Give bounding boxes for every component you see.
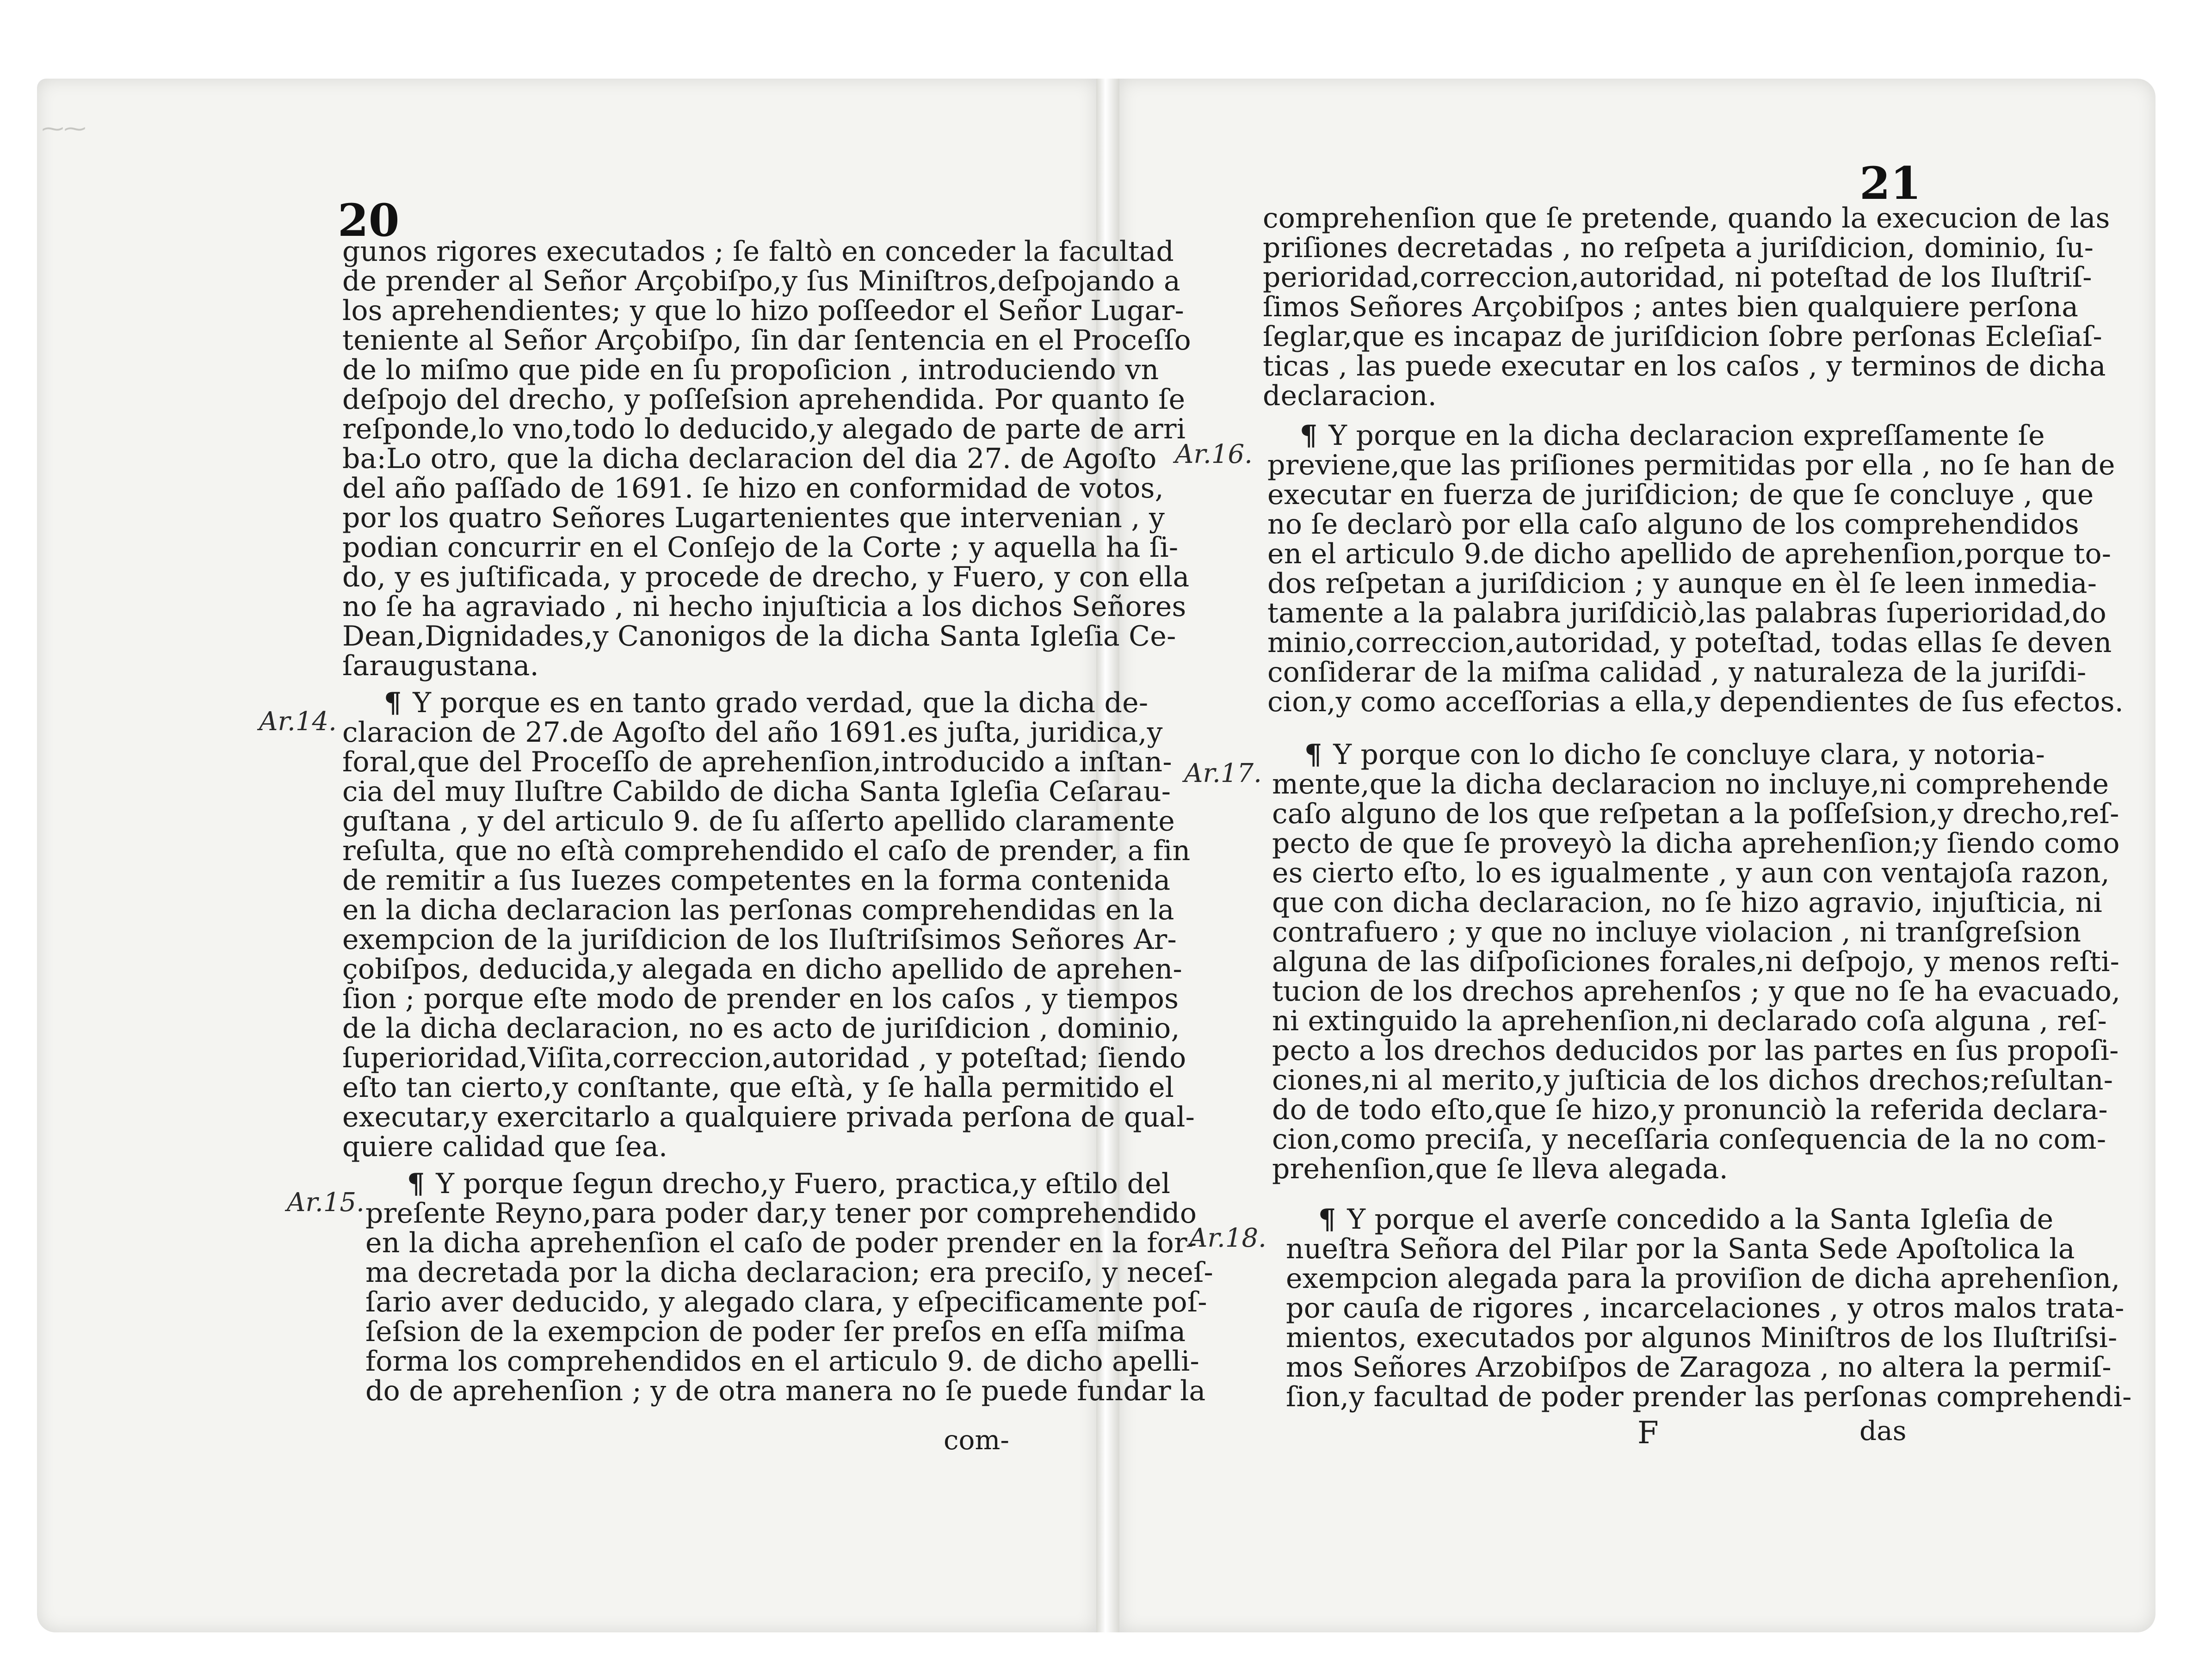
text-line: ſuperioridad,Viſita,correccion,autoridad , y poteſtad; ſiendo — [342, 1042, 1186, 1074]
left-intro-paragraph — [342, 237, 1191, 681]
text-line: do de todo eſto,que ſe hizo,y pronunciò la referida declara- — [1272, 1094, 2108, 1126]
text-line: çobiſpos, deducida,y alegada en dicho apellido de aprehen- — [342, 953, 1183, 985]
text-line: reſponde,lo vno,todo lo deducido,y alegado de parte de arri — [342, 413, 1186, 445]
text-line: comprehenſion que ſe pretende, quando la execucion de las — [1263, 202, 2110, 234]
article-marker-14: Ar.14. — [259, 707, 337, 737]
text-line: ſion ; porque eſte modo de prender en los caſos , y tiempos — [342, 983, 1179, 1015]
article-16-paragraph — [1267, 421, 2124, 717]
text-line: de la dicha declaracion, no es acto de juriſdicion , dominio, — [342, 1012, 1180, 1045]
text-line: en la dicha declaracion las perſonas comprehendidas en la — [342, 894, 1174, 926]
text-line-content: Y porque es en tanto grado verdad, que la dicha de- — [413, 687, 1149, 719]
page-number: 21 — [1859, 157, 1921, 209]
text-line: cia del muy Iluſtre Cabildo de dicha Santa Igleſia Ceſarau- — [342, 775, 1171, 808]
article-marker-18: Ar.18. — [1189, 1223, 1266, 1253]
text-line: caſo alguno de los que reſpetan a la poſſeſsion,y drecho,reſ- — [1272, 798, 2119, 830]
pilcrow-icon: ¶ — [407, 1168, 425, 1200]
pilcrow-icon: ¶ — [1318, 1203, 1336, 1236]
text-line — [365, 1169, 1213, 1199]
pilcrow-icon: ¶ — [1300, 419, 1318, 452]
text-line: cion,y como acceſſorias a ella,y dependientes de ſus efectos. — [1267, 686, 2124, 718]
text-line: ſeglar,que es incapaz de juriſdicion ſobre perſonas Ecleſiaſ- — [1263, 320, 2103, 353]
text-line: foral,que del Proceſſo de aprehenſion,introducido a inſtan- — [342, 746, 1172, 778]
text-line: tamente a la palabra juriſdiciò,las palabras ſuperioridad,do — [1267, 597, 2106, 629]
text-line: conſiderar de la miſma calidad , y naturaleza de la juriſdi- — [1267, 656, 2087, 689]
text-line — [1286, 1205, 2132, 1234]
text-line: ma decretada por la dicha declaracion; era preciſo, y neceſ- — [365, 1256, 1213, 1289]
article-marker-15: Ar.15. — [287, 1188, 364, 1218]
text-line: deſpojo del drecho, y poſſeſsion aprehendida. Por quanto ſe — [342, 383, 1186, 416]
text-line: ciones,ni al merito,y juſticia de los dichos drechos;reſultan- — [1272, 1064, 2113, 1096]
text-line: executar,y exercitarlo a qualquiere privada perſona de qual- — [342, 1101, 1195, 1133]
text-line: do, y es juſtificada, y procede de drecho, y Fuero, y con ella — [342, 561, 1190, 593]
text-line: de lo miſmo que pide en ſu propoſicion , introduciendo vn — [342, 354, 1159, 386]
text-line: en el articulo 9.de dicho apellido de aprehenſion,porque to- — [1267, 538, 2112, 570]
text-line: minio,correccion,autoridad, y poteſtad, todas ellas ſe deven — [1267, 627, 2112, 659]
text-line: quiere calidad que ſea. — [342, 1131, 668, 1163]
ink-smudge: ⁓⁓ — [42, 116, 86, 142]
text-line: contrafuero ; y que no incluye violacion , ni tranſgreſsion — [1272, 916, 2081, 948]
article-15-paragraph — [365, 1169, 1213, 1406]
text-line — [1272, 740, 2120, 769]
text-line: pecto a los drechos deducidos por las partes en ſus propoſi- — [1272, 1034, 2119, 1067]
text-line: forma los comprehendidos en el articulo 9. de dicho apelli- — [365, 1345, 1199, 1378]
text-line: mos Señores Arzobiſpos de Zaragoza , no altera la permiſ- — [1286, 1351, 2112, 1384]
text-line — [1267, 421, 2124, 450]
catchword: com- — [944, 1424, 1009, 1456]
text-line: ſimos Señores Arçobiſpos ; antes bien qualquiere perſona — [1263, 291, 2079, 323]
text-line-content: Y porque con lo dicho ſe concluye clara, y notoria- — [1333, 738, 2045, 771]
pilcrow-icon: ¶ — [384, 687, 402, 719]
right-intro-paragraph — [1263, 203, 2110, 411]
catchword: das — [1859, 1415, 1907, 1446]
text-line: ſeſsion de la exempcion de poder ſer preſos en eſſa miſma — [365, 1316, 1186, 1348]
text-line: eſto tan cierto,y conſtante, que eſtà, y ſe halla permitido el — [342, 1071, 1174, 1104]
text-line: gunos rigores executados ; ſe faltò en conceder la facultad — [342, 235, 1174, 268]
text-line: declaracion. — [1263, 380, 1437, 412]
text-line: executar en fuerza de juriſdicion; de que ſe concluye , que — [1267, 479, 2094, 511]
text-line: exempcion de la juriſdicion de los Iluſtriſsimos Señores Ar- — [342, 923, 1177, 956]
text-line: ni extinguido la aprehenſion,ni declarado coſa alguna , reſ- — [1272, 1005, 2107, 1037]
text-line: por cauſa de rigores , incarcelaciones , y otros malos trata- — [1286, 1292, 2125, 1324]
text-line: ſaraugustana. — [342, 650, 539, 682]
text-line: dos reſpetan a juriſdicion ; y aunque en èl ſe leen inmedia- — [1267, 567, 2097, 600]
text-line: claracion de 27.de Agoſto del año 1691.es juſta, juridica,y — [342, 716, 1163, 749]
text-line: de prender al Señor Arçobiſpo,y ſus Miniſtros,deſpojando a — [342, 265, 1180, 297]
text-line: podian concurrir en el Conſejo de la Corte ; y aquella ha ſi- — [342, 531, 1179, 564]
text-line-content: Y porque el averſe concedido a la Santa Igleſia de — [1347, 1203, 2054, 1236]
text-line: preſente Reyno,para poder dar,y tener por comprehendido — [365, 1197, 1197, 1230]
article-17-paragraph — [1272, 740, 2120, 1184]
text-line: ticas , las puede executar en los caſos , y terminos de dicha — [1263, 350, 2106, 382]
signature-mark: F — [1637, 1415, 1659, 1451]
text-line: Dean,Dignidades,y Canonigos de la dicha Santa Igleſia Ce- — [342, 620, 1176, 652]
article-18-paragraph — [1286, 1205, 2132, 1412]
text-line — [342, 688, 1195, 718]
text-line: reſulta, que no eſtà comprehendido el caſo de prender, a fin — [342, 835, 1191, 867]
page-number: 20 — [338, 194, 400, 246]
text-line: previene,que las priſiones permitidas por ella , no ſe han de — [1267, 449, 2115, 481]
text-line: prehenſion,que ſe lleva alegada. — [1272, 1153, 1728, 1185]
text-line: del año paſſado de 1691. ſe hizo en conformidad de votos, — [342, 472, 1164, 505]
article-14-paragraph — [342, 688, 1195, 1162]
text-line: perioridad,correccion,autoridad, ni poteſtad de los Iluſtriſ- — [1263, 261, 2092, 294]
article-marker-17: Ar.17. — [1184, 758, 1262, 788]
text-line: ſario aver deducido, y alegado clara, y eſpecificamente poſ- — [365, 1286, 1207, 1318]
pilcrow-icon: ¶ — [1304, 738, 1322, 771]
text-line-content: Y porque ſegun drecho,y Fuero, practica,y eſtilo del — [436, 1168, 1171, 1200]
text-line: priſiones decretadas , no reſpeta a juriſdicion, dominio, ſu- — [1263, 232, 2094, 264]
text-line: por los quatro Señores Lugartenientes que intervenian , y — [342, 502, 1165, 534]
text-line: que con dicha declaracion, no ſe hizo agravio, injuſticia, ni — [1272, 886, 2102, 919]
text-line: alguna de las diſpoſiciones forales,ni deſpojo, y menos reſti- — [1272, 946, 2120, 978]
text-line: cion,como preciſa, y neceſſaria conſequencia de la no com- — [1272, 1123, 2106, 1156]
text-line: teniente al Señor Arçobiſpo, ſin dar ſentencia en el Proceſſo — [342, 324, 1191, 357]
text-line: exempcion alegada para la proviſion de dicha aprehenſion, — [1286, 1262, 2120, 1295]
text-line: es cierto eſto, lo es igualmente , y aun con ventajoſa razon, — [1272, 857, 2110, 889]
text-line: no ſe declarò por ella caſo alguno de los comprehendidos — [1267, 508, 2079, 541]
text-line: nueſtra Señora del Pilar por la Santa Sede Apoſtolica la — [1286, 1233, 2075, 1265]
text-line: de remitir a ſus Iuezes competentes en la forma contenida — [342, 864, 1171, 897]
text-line: en la dicha aprehenſion el caſo de poder prender en la for- — [365, 1227, 1197, 1259]
article-marker-16: Ar.16. — [1175, 439, 1253, 469]
text-line: pecto de que ſe proveyò la dicha aprehenſion;y ſiendo como — [1272, 827, 2120, 860]
text-line: ſion,y facultad de poder prender las perſonas comprehendi- — [1286, 1381, 2132, 1413]
text-line: mientos, executados por algunos Miniſtros de los Iluſtriſsi- — [1286, 1322, 2118, 1354]
text-line-content: Y porque en la dicha declaracion expreſſamente ſe — [1328, 419, 2045, 452]
text-line: no ſe ha agraviado , ni hecho injuſticia a los dichos Señores — [342, 591, 1186, 623]
text-line: tucion de los drechos aprehenſos ; y que no ſe ha evacuado, — [1272, 975, 2121, 1008]
text-line: guſtana , y del articulo 9. de ſu aſſerto apellido claramente — [342, 805, 1175, 837]
text-line: los aprehendientes; y que lo hizo poſſeedor el Señor Lugar- — [342, 295, 1184, 327]
text-line: do de aprehenſion ; y de otra manera no ſe puede fundar la — [365, 1375, 1206, 1407]
text-line: ba:Lo otro, que la dicha declaracion del dia 27. de Agoſto — [342, 443, 1157, 475]
text-line: mente,que la dicha declaracion no incluye,ni comprehende — [1272, 768, 2109, 800]
